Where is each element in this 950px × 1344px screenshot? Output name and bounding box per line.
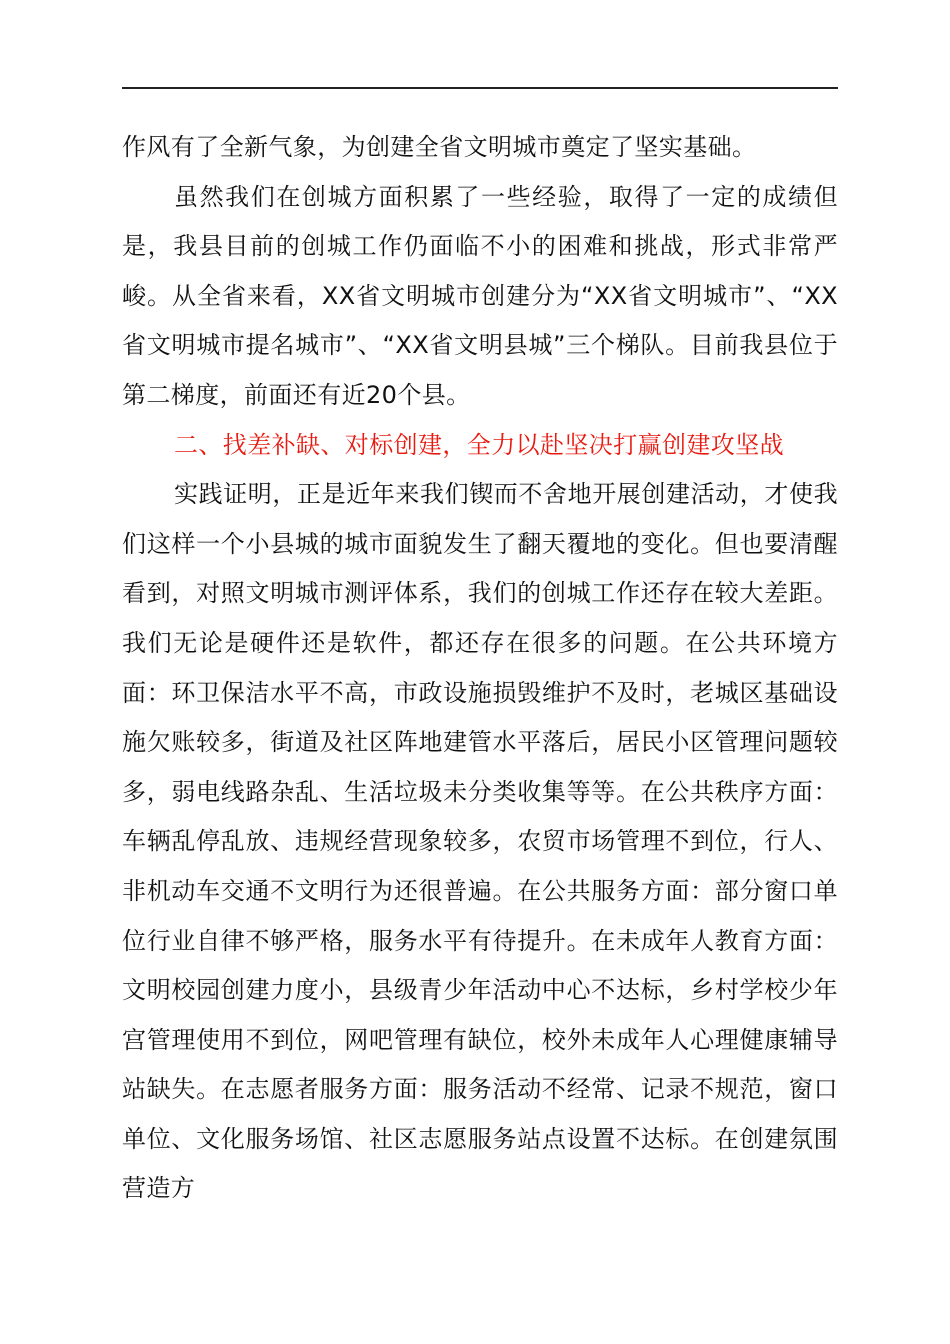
document-body [122,123,838,1214]
paragraph-continuation: 作风有了全新气象，为创建全省文明城市奠定了坚实基础。 [122,133,757,161]
header-divider [122,87,838,89]
paragraph-challenges: 虽然我们在创城方面积累了一些经验，取得了一定的成绩但是，我县目前的创城工作仍面临不小的困难和挑战，形式非常严峻。从全省来看，XX省文明城市创建分为“XX省文明城市”、“XX省文明城市提名城市”、“XX省文明县城”三个梯队。目前我县位于第二梯度，前面还有近20个县。 [122,182,838,409]
section-heading: 二、找差补缺、对标创建，全力以赴坚决打赢创建攻坚战 [174,430,784,459]
paragraph-problems: 实践证明，正是近年来我们锲而不舍地开展创建活动，才使我们这样一个小县城的城市面貌发生了翻天覆地的变化。但也要清醒看到，对照文明城市测评体系，我们的创城工作还存在较大差距。我们无论是硬件还是软件，都还存在很多的问题。在公共环境方面：环卫保洁水平不高，市政设施损毁维护不及时，老城区基础设施欠账较多，街道及社区阵地建管水平落后，居民小区管理问题较多，弱电线路杂乱、生活垃圾未分类收集等等。在公共秩序方面：车辆乱停乱放、违规经营现象较多，农贸市场管理不到位，行人、非机动车交通不文明行为还很普遍。在公共服务方面：部分窗口单位行业自律不够严格，服务水平有待提升。在未成年人教育方面：文明校园创建力度小，县级青少年活动中心不达标，乡村学校少年宫管理使用不到位，网吧管理有缺位，校外未成年人心理健康辅导站缺失。在志愿者服务方面：服务活动不经常、记录不规范，窗口单位、文化服务场馆、社区志愿服务站点设置不达标。在创建氛围营造方 [122,480,838,1203]
